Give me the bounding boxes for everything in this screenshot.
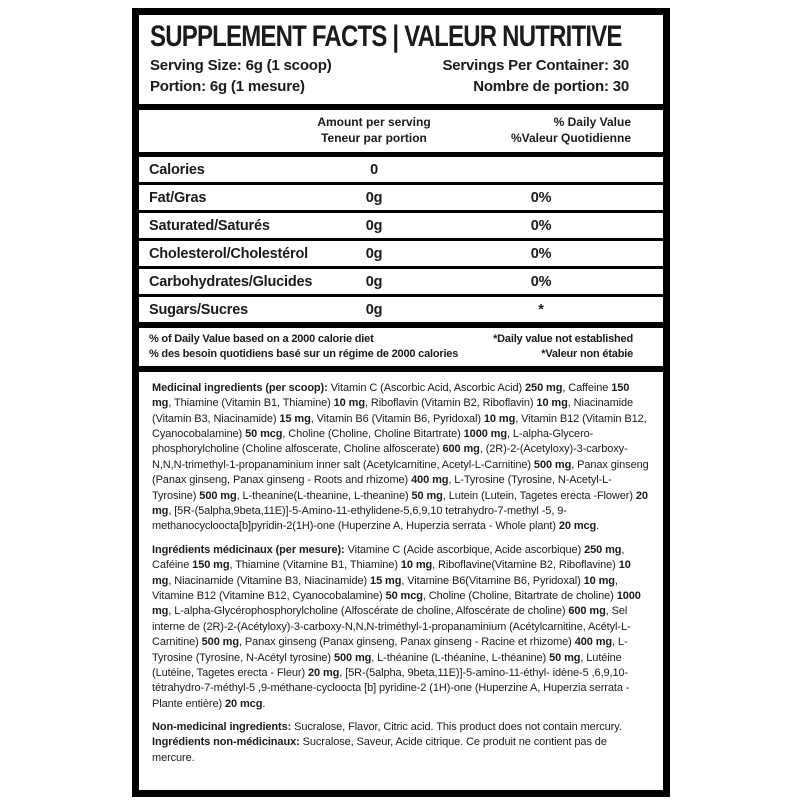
footnote-left: [149, 332, 458, 361]
table-row: [139, 297, 663, 322]
daily-value-header-fr: %Valeur Quotidienne: [510, 130, 631, 145]
footnote-daily-value-en: % of Daily Value based on a 2000 calorie diet: [149, 333, 374, 346]
nutrient-daily-value: 0%: [530, 189, 552, 206]
nutrient-daily-value: 0%: [530, 217, 552, 234]
table-header: [139, 110, 663, 152]
ingredients-section: [139, 372, 663, 790]
nutrient-amount: 0g: [365, 189, 383, 206]
nutrient-amount: 0g: [365, 301, 383, 318]
table-row: [139, 269, 663, 294]
nutrient-amount: 0g: [365, 217, 383, 234]
table-rows: [139, 157, 663, 322]
amount-header-en: Amount per serving: [317, 115, 431, 130]
footnote-right: [493, 332, 653, 361]
nutrient-name: Carbohydrates/Glucides: [149, 273, 313, 290]
table-header-spacer: [139, 115, 309, 146]
daily-value-header: [439, 115, 663, 146]
nutrient-amount: 0: [370, 161, 378, 178]
medicinal-ingredients-fr: Ingrédients médicinaux (per mesure): Vitamine C (Acide ascorbique, Acide ascorbique) 250 mg, Caféine 150 mg, Thiamine (Vitamine B1, Thiamine) 10 mg, Riboflavine(Vitamine B2, Riboflavine) 10 mg, Niacinamide (Vitamine B3, Niacinamide) 15 mg, Vitamine B6(Vitamine B6, Pyridoxal) 10 mg, Vitamine B12 (Vitamine B12, Cyanocobalamine) 50 mcg, Choline (Choline, Bitartrate de choline) 1000 mg, L-alpha-Glycérophosphorylcholine (Alfoscérate de choline, Alfoscérate de choline) 600 mg, Sel interne de (2R)-2-(Acétyloxy)-3-carboxy-N,N,N-triméthyl-1-propanaminium (Acétylcarnitine, Acétyl-L-Carnitine) 500 mg, Panax ginseng (Panax ginseng, Panax ginseng - Racine et rhizome) 400 mg, L-Tyrosine (Tyrosine, N-Acétyl tyrosine) 500 mg, L-théanine (L-théanine, L-théanine) 50 mg, Lutéine (Lutéine, Tagetes erecta - Fleur) 20 mg, [5R-(5alpha, 9beta,11E)]-5-amino-11-éthyl- idène-5 ,6,9,10-tétrahydro-7-méthyl-5 ,9-méthane-cycloocta [b] pyridine-2 (1H)-one (Huperzine A, Huperzia serrata - Plante entière) 20 mcg.: [152, 543, 641, 710]
nutrient-daily-value: *: [538, 301, 544, 318]
non-medicinal-ingredients-fr: Ingrédients non-médicinaux: Sucralose, Saveur, Acide citrique. Ce produit ne contient pas de mercure.: [152, 736, 607, 764]
table-row: [139, 157, 663, 182]
non-medicinal-block: [152, 720, 651, 766]
footnote-not-established-en: *Daily value not established: [493, 333, 633, 346]
footnote-daily-value-fr: % des besoin quotidiens basé sur un régime de 2000 calories: [149, 347, 459, 360]
serving-row-en: [150, 55, 652, 76]
footnote-not-established-fr: *Valeur non étabie: [541, 347, 633, 360]
non-medicinal-ingredients-en: Non-medicinal ingredients: Sucralose, Flavor, Citric acid. This product does not contain mercury.: [152, 721, 622, 734]
label-title: SUPPLEMENT FACTS | VALEUR NUTRITIVE: [150, 20, 622, 53]
nutrient-name: Calories: [149, 161, 205, 178]
nutrient-name: Cholesterol/Cholestérol: [149, 245, 308, 262]
table-row: [139, 241, 663, 266]
nutrient-name: Saturated/Saturés: [149, 217, 270, 234]
table-row: [139, 213, 663, 238]
nutrient-amount: 0g: [365, 273, 383, 290]
medicinal-ingredients-en: Medicinal ingredients (per scoop): Vitamin C (Ascorbic Acid, Ascorbic Acid) 250 mg, Caffeine 150 mg, Thiamine (Vitamin B1, Thiamine) 10 mg, Riboflavin (Vitamin B2, Riboflavin) 10 mg, Niacinamide (Vitamin B3, Niacinamide) 15 mg, Vitamin B6 (Vitamin B6, Pyridoxal) 10 mg, Vitamin B12 (Vitamin B12, Cyanocobalamine) 50 mcg, Choline (Choline, Choline Bitartrate) 1000 mg, L-alpha-Glycero-phosphorylcholine (Choline alfoscerate, Choline alfoscerate) 600 mg, (2R)-2-(Acetyloxy)-3-carboxy-N,N,N-trimethyl-1-propanaminium inner salt (Acetylcarnitine, Acetyl-L-Carnitine) 500 mg, Panax ginseng (Panax ginseng, Panax ginseng - Roots and rhizome) 400 mg, L-Tyrosine (Tyrosine, N-Acetyl-L- Tyrosine) 500 mg, L-theanine(L-theanine, L-theanine) 50 mg, Lutein (Lutein, Tagetes erecta -Flower) 20 mg, [5R-(5alpha,9beta,11E)]-5-Amino-11-ethylidene-5,6,9,10 tetrahydro-7-methyl -5, 9-methanocycloocta[b]pyridin-2(1H)-one (Huperzine A, Huperzia serrata - Whole plant) 20 mcg.: [152, 381, 649, 533]
nutrient-name: Sugars/Sucres: [149, 301, 248, 318]
amount-per-serving-header: [309, 115, 439, 146]
nutrient-amount: 0g: [365, 245, 383, 262]
nutrient-daily-value: 0%: [530, 273, 552, 290]
amount-header-fr: Teneur par portion: [321, 130, 427, 145]
nutrient-daily-value: 0%: [530, 245, 552, 262]
serving-size-en: Serving Size: 6g (1 scoop): [150, 56, 332, 74]
footnote-section: [139, 328, 663, 366]
table-row: [139, 185, 663, 210]
header-section: [139, 15, 663, 104]
serving-row-fr: [150, 76, 652, 97]
daily-value-header-en: % Daily Value: [553, 115, 631, 130]
servings-per-container-en: Servings Per Container: 30: [442, 56, 629, 74]
servings-per-container-fr: Nombre de portion: 30: [473, 77, 629, 95]
supplement-facts-label: [132, 8, 670, 797]
nutrient-name: Fat/Gras: [149, 189, 207, 206]
nutrition-table: [139, 110, 663, 322]
serving-size-fr: Portion: 6g (1 mesure): [150, 77, 305, 95]
